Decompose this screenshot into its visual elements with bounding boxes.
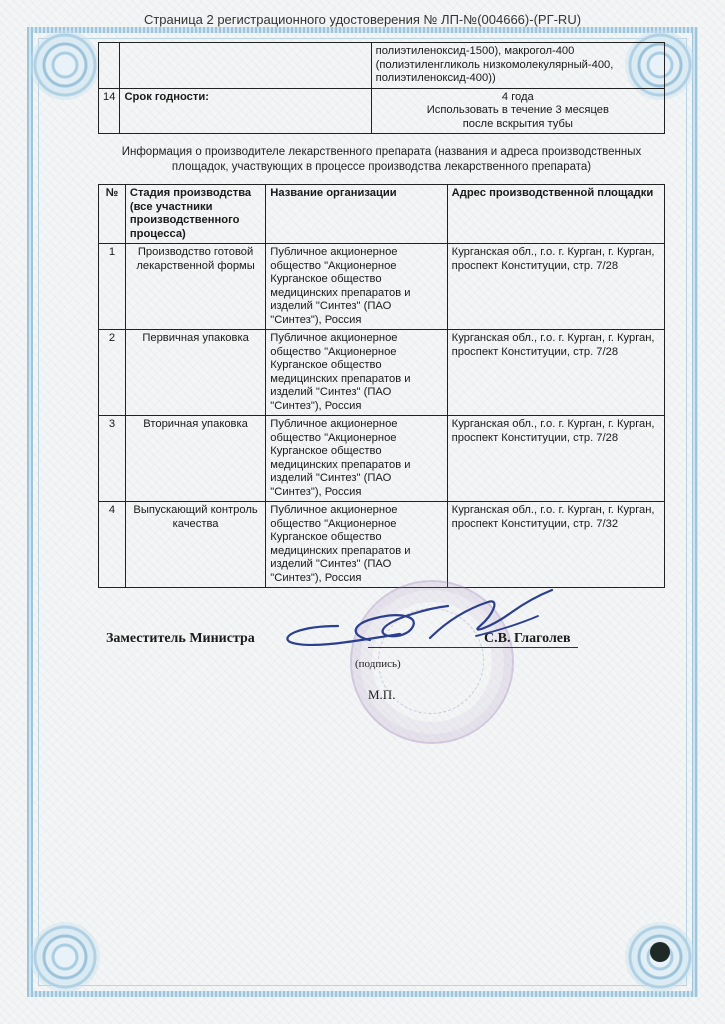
rosette-bottom-left [30, 922, 100, 992]
signatory-role: Заместитель Министра [106, 631, 255, 646]
row-org: Публичное акционерное общество "Акционерное Курганское общество медицинских препаратов и изделий "Синтез" (ПАО "Синтез"), Россия [266, 244, 447, 330]
row-num: 3 [99, 416, 126, 502]
blank-cell [120, 43, 371, 89]
row-num: 2 [99, 330, 126, 416]
header-stage: Стадия производства (все участники производственного процесса) [125, 185, 265, 244]
composition-table [98, 42, 665, 134]
table-row [99, 330, 665, 416]
row-org: Публичное акционерное общество "Акционерное Курганское общество медицинских препаратов и изделий "Синтез" (ПАО "Синтез"), Россия [266, 502, 447, 588]
shelf-life-value-line: Использовать в течение 3 месяцев [426, 104, 609, 116]
header-num: № [99, 185, 126, 244]
row-stage: Первичная упаковка [125, 330, 265, 416]
header-address: Адрес производственной площадки [447, 185, 664, 244]
composition-continuation-row [99, 43, 665, 89]
shelf-life-value [371, 88, 664, 134]
shelf-life-row [99, 88, 665, 134]
row-stage: Выпускающий контроль качества [125, 502, 265, 588]
shelf-life-label: Срок годности: [120, 88, 371, 134]
page-header: Страница 2 регистрационного удостоверения № ЛП-№(004666)-(РГ-RU) [143, 12, 582, 27]
header-org: Название организации [266, 185, 447, 244]
table-row [99, 244, 665, 330]
composition-continuation-text: полиэтиленоксид-1500), макрогол-400 (полиэтиленгликоль низкомолекулярный-400, полиэтиленоксид-400)) [371, 43, 664, 89]
row-address: Курганская обл., г.о. г. Курган, г. Курган, проспект Конституции, стр. 7/28 [447, 244, 664, 330]
handwritten-signature [280, 588, 560, 658]
row-address: Курганская обл., г.о. г. Курган, г. Курган, проспект Конституции, стр. 7/28 [447, 416, 664, 502]
stamp-caption: М.П. [368, 687, 396, 702]
row-address: Курганская обл., г.о. г. Курган, г. Курган, проспект Конституции, стр. 7/28 [447, 330, 664, 416]
manufacturer-info-caption: Информация о производителе лекарственного препарата (названия и адреса производственных площадок, участвующих в процессе производства лекарственного препарата) [121, 146, 642, 173]
row-address: Курганская обл., г.о. г. Курган, г. Курган, проспект Конституции, стр. 7/32 [447, 502, 664, 588]
row-stage: Производство готовой лекарственной формы [125, 244, 265, 330]
table-row [99, 416, 665, 502]
blank-cell [99, 43, 120, 89]
shelf-life-value-line: после вскрытия тубы [462, 117, 573, 130]
binding-hole [650, 942, 670, 962]
table-row [99, 502, 665, 588]
row-number: 14 [99, 88, 120, 134]
row-num: 1 [99, 244, 126, 330]
manufacturer-table [98, 184, 665, 588]
row-org: Публичное акционерное общество "Акционерное Курганское общество медицинских препаратов и изделий "Синтез" (ПАО "Синтез"), Россия [266, 416, 447, 502]
table-header-row [99, 185, 665, 244]
signature-caption: (подпись) [355, 658, 401, 670]
row-stage: Вторичная упаковка [125, 416, 265, 502]
row-num: 4 [99, 502, 126, 588]
shelf-life-value-line: 4 года [501, 90, 534, 103]
rosette-top-left [30, 30, 100, 100]
signatory-name: С.В. Глаголев [484, 631, 571, 646]
row-org: Публичное акционерное общество "Акционерное Курганское общество медицинских препаратов и изделий "Синтез" (ПАО "Синтез"), Россия [266, 330, 447, 416]
